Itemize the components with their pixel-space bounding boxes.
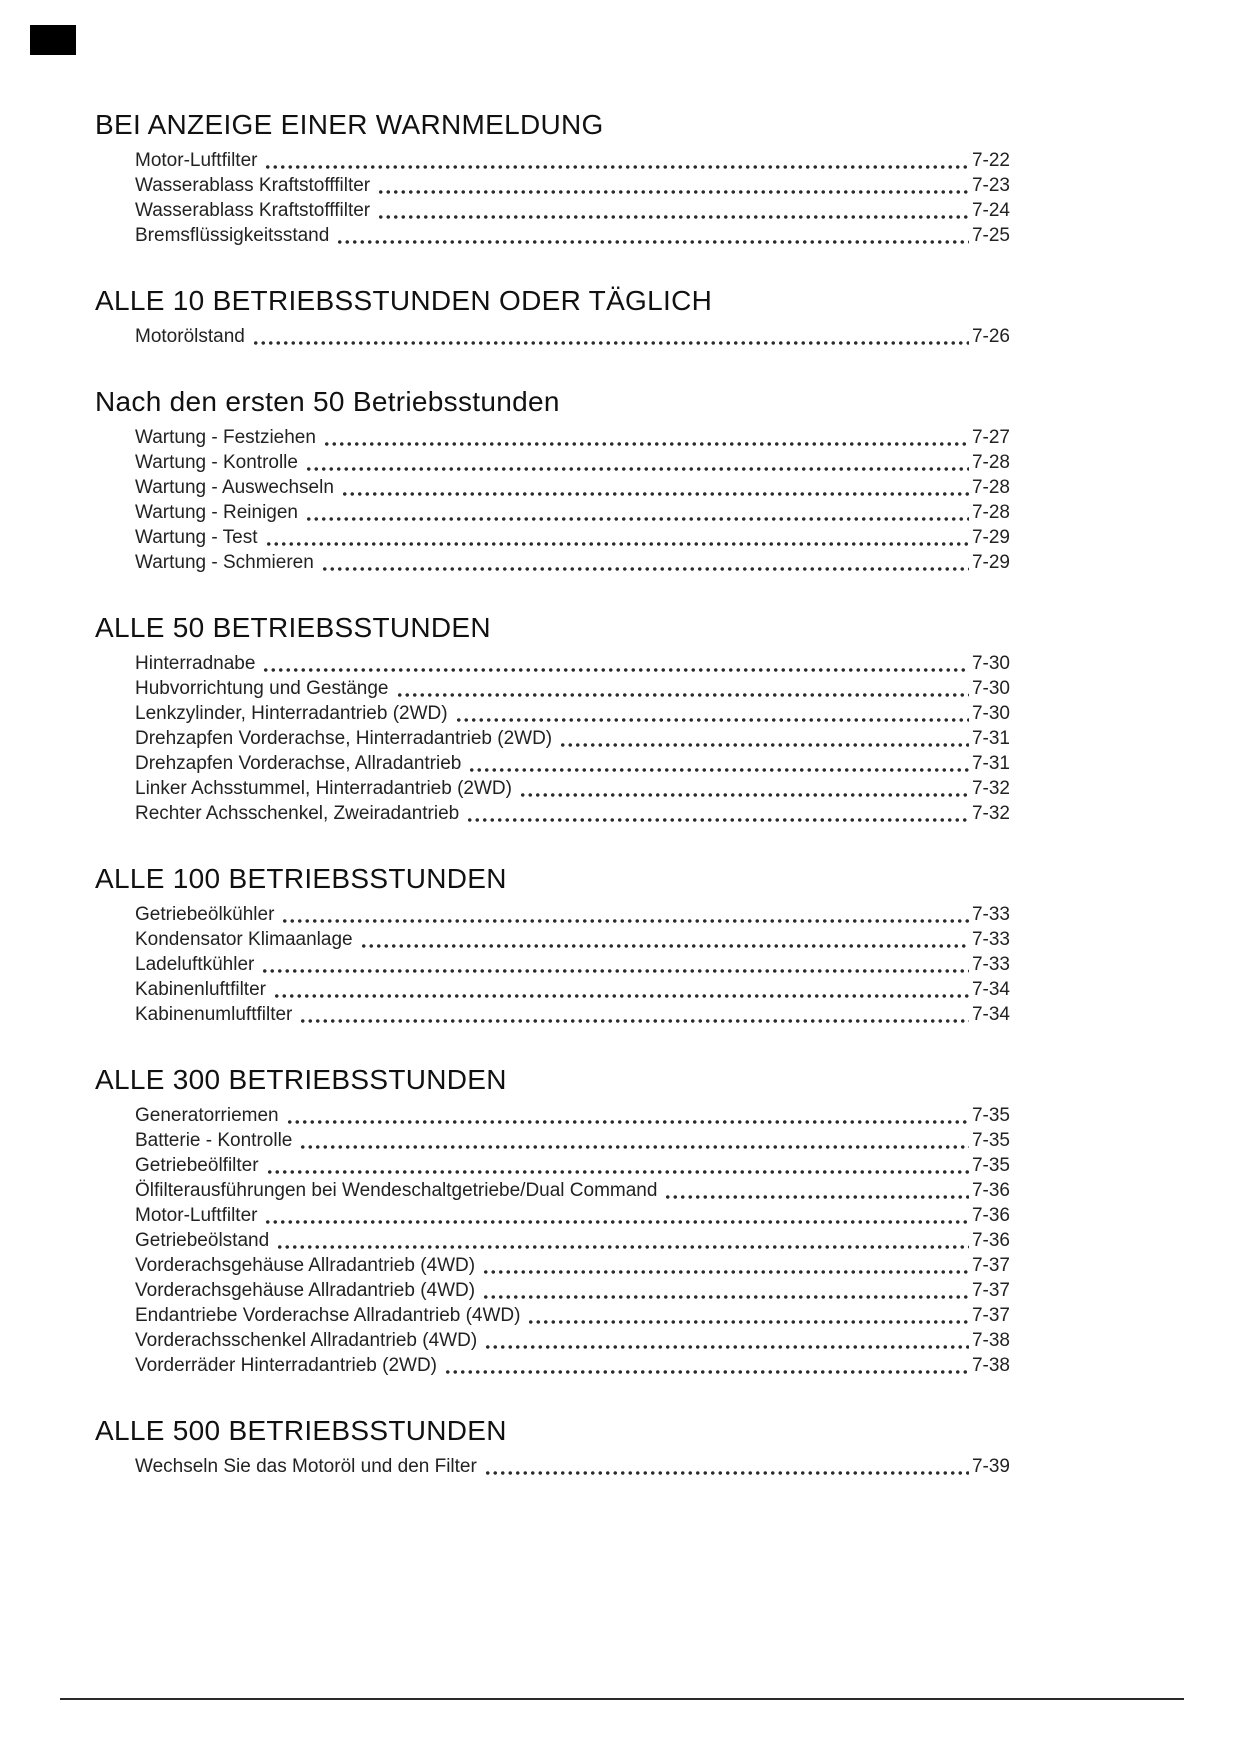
dotted-leader [341,492,969,496]
toc-entry [135,1153,1010,1178]
toc-entry [135,1253,1010,1278]
toc-entry-page-number: 7-35 [971,1130,1010,1151]
toc-entry-title: Wartung - Schmieren [135,552,314,573]
section-heading: BEI ANZEIGE EINER WARNMELDUNG [95,109,604,140]
dotted-leader [482,1270,969,1274]
toc-section [95,862,1010,1027]
toc-entry [135,676,1010,701]
dotted-leader [305,517,969,521]
toc-entry-page-number: 7-39 [971,1456,1010,1477]
toc-entry [135,425,1010,450]
toc-entry-page-number: 7-33 [971,929,1010,950]
toc-entry-title: Kabinenluftfilter [135,979,266,1000]
toc-entry-title: Kabinenumluftfilter [135,1004,293,1025]
toc-section [95,385,1010,575]
toc-entry-page-number: 7-29 [971,527,1010,548]
toc-entry [135,751,1010,776]
toc-entry-page-number: 7-33 [971,954,1010,975]
toc-entry-page-number: 7-35 [971,1155,1010,1176]
toc-entry-title: Hinterradnabe [135,653,256,674]
dotted-leader [484,1471,969,1475]
dotted-leader [377,190,969,194]
toc-entry-title: Vorderachsschenkel Allradantrieb (4WD) [135,1330,478,1351]
toc-entry-title: Lenkzylinder, Hinterradantrieb (2WD) [135,703,448,724]
dotted-leader [466,818,969,822]
toc-entry [135,1128,1010,1153]
dotted-leader [444,1370,969,1374]
dotted-leader [273,994,969,998]
dotted-leader [482,1295,969,1299]
footer-rule [60,1698,1184,1700]
toc-entry-title: Getriebeölkühler [135,904,275,925]
toc-entry-title: Getriebeölstand [135,1230,270,1251]
toc-entry-page-number: 7-30 [971,653,1010,674]
toc-entry [135,927,1010,952]
dotted-leader [484,1345,969,1349]
toc-entry-page-number: 7-22 [971,150,1010,171]
toc-entry-title: Drehzapfen Vorderachse, Hinterradantrieb (2WD) [135,728,553,749]
dotted-leader [455,718,969,722]
toc-section [95,1063,1010,1378]
toc-entry [135,701,1010,726]
toc-entry-title: Motor-Luftfilter [135,1205,258,1226]
toc-entry-page-number: 7-30 [971,703,1010,724]
toc-entry-title: Vorderachsgehäuse Allradantrieb (4WD) [135,1255,476,1276]
dotted-leader [262,668,969,672]
toc-entry-page-number: 7-38 [971,1330,1010,1351]
toc-entry-title: Wasserablass Kraftstofffilter [135,175,371,196]
toc-entry [135,1328,1010,1353]
toc-entry [135,148,1010,173]
dotted-leader [264,1220,968,1224]
dotted-leader [377,215,969,219]
toc-entry-title: Wartung - Auswechseln [135,477,334,498]
toc-entry [135,1228,1010,1253]
toc-entry-title: Wartung - Test [135,527,258,548]
toc-entry-page-number: 7-27 [971,427,1010,448]
dotted-leader [276,1245,969,1249]
toc-entry-title: Rechter Achsschenkel, Zweiradantrieb [135,803,460,824]
dotted-leader [299,1019,969,1023]
toc-section [95,284,1010,349]
dotted-leader [559,743,969,747]
dotted-leader [299,1145,969,1149]
dotted-leader [468,768,969,772]
toc-entry [135,475,1010,500]
toc-entry [135,1278,1010,1303]
toc-entry [135,977,1010,1002]
section-entries [95,1103,1010,1378]
section-heading: ALLE 50 BETRIEBSSTUNDEN [95,612,491,643]
toc-entry-title: Hubvorrichtung und Gestänge [135,678,389,699]
toc-entry-page-number: 7-31 [971,753,1010,774]
section-entries [95,148,1010,248]
toc-entry [135,1002,1010,1027]
section-entries [95,1454,1010,1479]
dotted-leader [336,240,969,244]
toc-entry-page-number: 7-36 [971,1230,1010,1251]
toc-entry-page-number: 7-37 [971,1280,1010,1301]
toc-entry-page-number: 7-32 [971,778,1010,799]
dotted-leader [264,165,968,169]
toc-entry-title: Endantriebe Vorderachse Allradantrieb (4WD) [135,1305,521,1326]
toc-entry-title: Getriebeölfilter [135,1155,259,1176]
toc-entry [135,1454,1010,1479]
section-heading: ALLE 100 BETRIEBSSTUNDEN [95,863,507,894]
toc-entry-title: Motorölstand [135,326,245,347]
toc-entry-page-number: 7-33 [971,904,1010,925]
dotted-leader [321,567,969,571]
dotted-leader [266,1170,969,1174]
toc-entry [135,173,1010,198]
toc-entry [135,450,1010,475]
toc-entry-page-number: 7-36 [971,1180,1010,1201]
toc-entry [135,1353,1010,1378]
toc-entry-page-number: 7-30 [971,678,1010,699]
toc-entry-page-number: 7-24 [971,200,1010,221]
toc-entry-page-number: 7-28 [971,477,1010,498]
toc-entry-page-number: 7-28 [971,452,1010,473]
dotted-leader [261,969,969,973]
toc-entry [135,651,1010,676]
dotted-leader [252,341,969,345]
dotted-leader [305,467,969,471]
toc-entry-title: Ladeluftkühler [135,954,255,975]
toc-entry [135,500,1010,525]
section-heading: ALLE 10 BETRIEBSSTUNDEN ODER TÄGLICH [95,285,713,316]
section-heading: Nach den ersten 50 Betriebsstunden [95,386,560,417]
toc-section [95,1414,1010,1479]
toc-entry-title: Wartung - Festziehen [135,427,316,448]
toc-entry-page-number: 7-28 [971,502,1010,523]
toc-entry-title: Generatorriemen [135,1105,279,1126]
dotted-leader [281,919,969,923]
toc-entry-page-number: 7-37 [971,1255,1010,1276]
toc-entry-title: Wechseln Sie das Motoröl und den Filter [135,1456,477,1477]
toc-entry-title: Drehzapfen Vorderachse, Allradantrieb [135,753,462,774]
toc-entry [135,1203,1010,1228]
toc-entry-title: Linker Achsstummel, Hinterradantrieb (2WD) [135,778,512,799]
toc-entry [135,223,1010,248]
toc-entry [135,324,1010,349]
toc-entry-page-number: 7-36 [971,1205,1010,1226]
section-entries [95,324,1010,349]
toc-entry-title: Ölfilterausführungen bei Wendeschaltgetriebe/Dual Command [135,1180,658,1201]
toc-entry-title: Motor-Luftfilter [135,150,258,171]
toc-entry [135,525,1010,550]
dotted-leader [360,944,969,948]
toc-entry [135,952,1010,977]
toc-section [95,108,1010,248]
dotted-leader [286,1120,969,1124]
toc-entry-title: Wartung - Reinigen [135,502,298,523]
toc-entry-page-number: 7-25 [971,225,1010,246]
toc-entry [135,1103,1010,1128]
toc-entry-title: Batterie - Kontrolle [135,1130,293,1151]
toc-entry-page-number: 7-34 [971,979,1010,1000]
toc-entry-page-number: 7-23 [971,175,1010,196]
toc-entry-page-number: 7-32 [971,803,1010,824]
toc-entry [135,550,1010,575]
corner-registration-mark [30,25,76,55]
toc-entry-title: Vorderräder Hinterradantrieb (2WD) [135,1355,438,1376]
dotted-leader [664,1195,969,1199]
toc-entry [135,902,1010,927]
section-entries [95,902,1010,1027]
table-of-contents [95,108,1010,1479]
toc-entry [135,776,1010,801]
section-entries [95,651,1010,826]
toc-entry-page-number: 7-35 [971,1105,1010,1126]
toc-entry [135,1178,1010,1203]
toc-section [95,611,1010,826]
dotted-leader [519,793,969,797]
toc-entry [135,198,1010,223]
section-entries [95,425,1010,575]
toc-entry-page-number: 7-37 [971,1305,1010,1326]
toc-entry-page-number: 7-34 [971,1004,1010,1025]
section-heading: ALLE 500 BETRIEBSSTUNDEN [95,1415,507,1446]
toc-entry [135,801,1010,826]
toc-entry-page-number: 7-38 [971,1355,1010,1376]
dotted-leader [527,1320,968,1324]
dotted-leader [323,442,969,446]
toc-entry-page-number: 7-31 [971,728,1010,749]
toc-entry-title: Kondensator Klimaanlage [135,929,353,950]
dotted-leader [265,542,969,546]
toc-entry-page-number: 7-29 [971,552,1010,573]
dotted-leader [396,693,969,697]
toc-entry-page-number: 7-26 [971,326,1010,347]
toc-entry-title: Wartung - Kontrolle [135,452,298,473]
toc-entry-title: Wasserablass Kraftstofffilter [135,200,371,221]
toc-entry-title: Vorderachsgehäuse Allradantrieb (4WD) [135,1280,476,1301]
toc-entry-title: Bremsflüssigkeitsstand [135,225,330,246]
toc-entry [135,1303,1010,1328]
section-heading: ALLE 300 BETRIEBSSTUNDEN [95,1064,507,1095]
toc-entry [135,726,1010,751]
